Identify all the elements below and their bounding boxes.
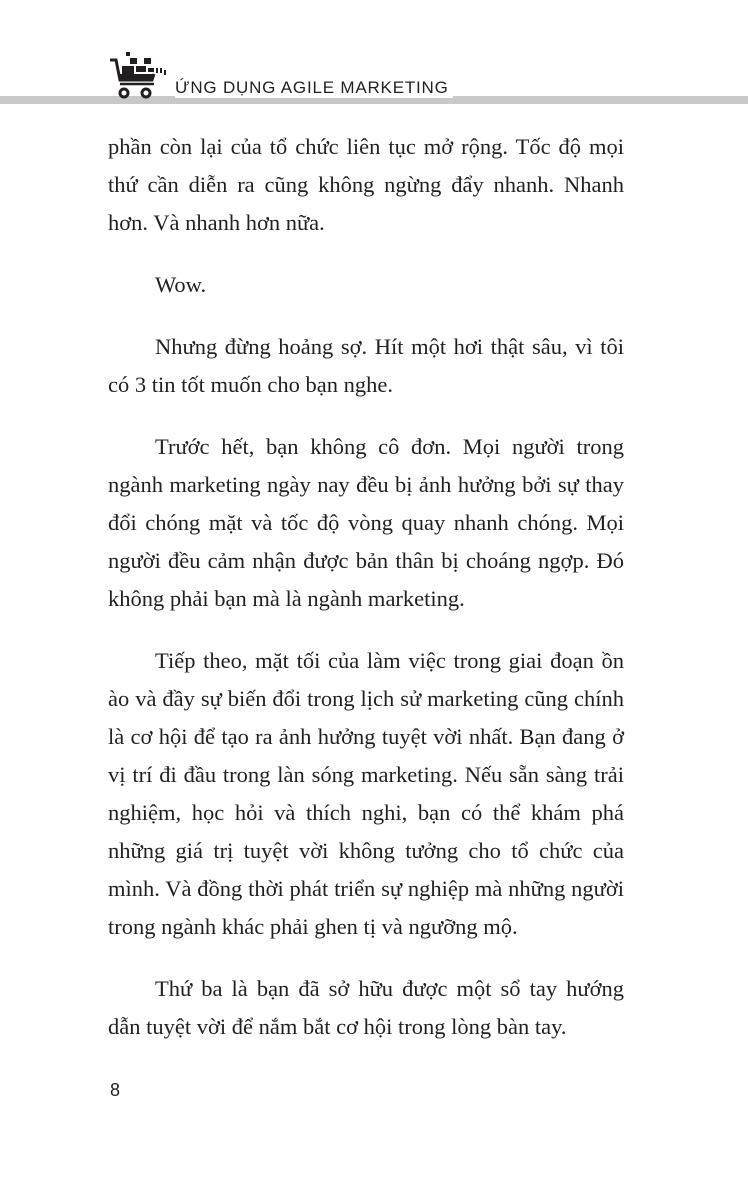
paragraph: Trước hết, bạn không cô đơn. Mọi người trong ngành marketing ngày nay đều bị ảnh hưởng bởi sự thay đổi chóng mặt và tốc độ vòng quay nhanh chóng. Mọi người đều cảm nhận được bản thân bị choáng ngợp. Đó không phải bạn mà là ngành marketing. xyxy=(108,434,624,611)
body-text xyxy=(108,128,624,1070)
paragraph-continued: phần còn lại của tổ chức liên tục mở rộng. Tốc độ mọi thứ cần diễn ra cũng không ngừng đẩy nhanh. Nhanh hơn. Và nhanh hơn nữa. xyxy=(108,134,624,235)
paragraph: Wow. xyxy=(155,272,207,297)
paragraph: Nhưng đừng hoảng sợ. Hít một hơi thật sâu, vì tôi có 3 tin tốt muốn cho bạn nghe. xyxy=(108,334,624,397)
shopping-cart-icon xyxy=(108,48,170,108)
paragraph: Tiếp theo, mặt tối của làm việc trong giai đoạn ồn ào và đầy sự biến đổi trong lịch sử marketing cũng chính là cơ hội để tạo ra ảnh hưởng tuyệt vời nhất. Bạn đang ở vị trí đi đầu trong làn sóng marketing. Nếu sẵn sàng trải nghiệm, học hỏi và thích nghi, bạn có thể khám phá những giá trị tuyệt vời không tưởng cho tổ chức của mình. Và đồng thời phát triển sự nghiệp mà những người trong ngành khác phải ghen tị và ngưỡng mộ. xyxy=(108,648,624,939)
running-header-title: ỨNG DỤNG AGILE MARKETING xyxy=(175,78,453,98)
paragraph: Thứ ba là bạn đã sở hữu được một sổ tay hướng dẫn tuyệt vời để nắm bắt cơ hội trong lòng bàn tay. xyxy=(108,976,624,1039)
page-number: 8 xyxy=(110,1080,121,1100)
